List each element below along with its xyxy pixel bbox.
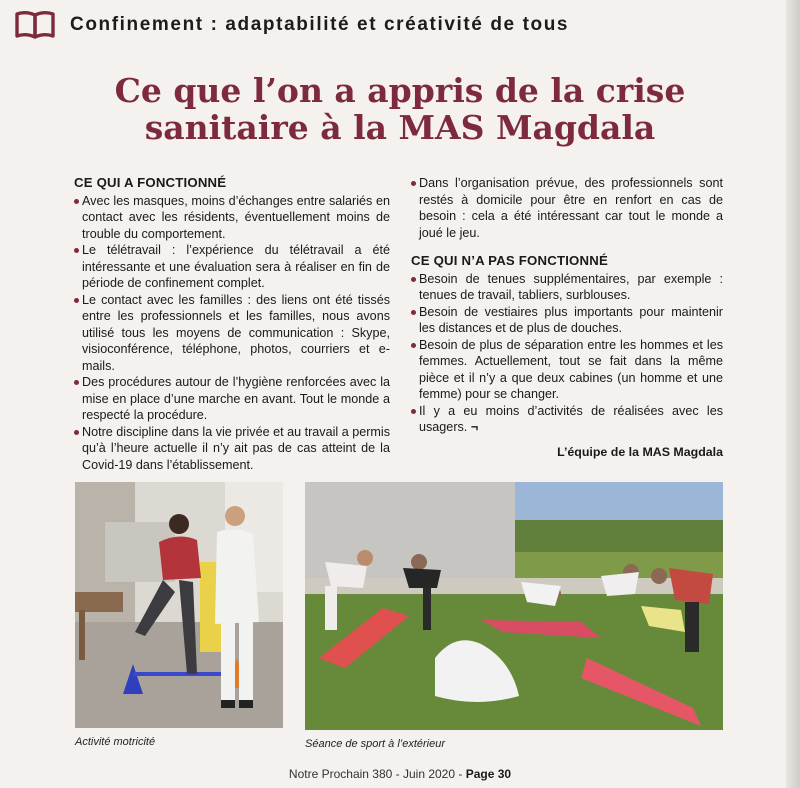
- list-item: Le télétravail : l’expérience du télétravail a été intéressante et une évaluation sera à réaliser en fin de période de confinement complet.: [74, 242, 390, 292]
- list-item: Avec les masques, moins d’échanges entre salariés en contact avec les résidents, éventuellement moins de trouble du comportement.: [74, 193, 390, 243]
- column-right: [411, 175, 723, 460]
- photo-caption: Séance de sport à l’extérieur: [305, 738, 446, 750]
- photo-caption: Activité motricité: [75, 736, 156, 748]
- list-item: Besoin de vestiaires plus importants pour maintenir les distances et de plus de douches.: [411, 304, 723, 337]
- list-item: Des procédures autour de l’hygiène renforcées avec la mise en place d’une marche en avant. Tout le monde a respecté la procédure.: [74, 374, 390, 424]
- worked-list: [74, 193, 390, 474]
- article-title-line-1: Ce que l’on a appris de la crise: [114, 71, 686, 110]
- worked-list-continued: [411, 175, 723, 241]
- publication-info: Notre Prochain 380 - Juin 2020 -: [288, 767, 466, 781]
- column-left: [74, 175, 390, 473]
- list-item: Dans l’organisation prévue, des professionnels sont restés à domicile pour être en renfort en cas de besoin : cela a été intéressant car tout le monde a joué le jeu.: [411, 175, 723, 241]
- not-worked-heading: CE QUI N’A PAS FONCTIONNÉ: [411, 253, 608, 268]
- page-footer: [0, 767, 800, 781]
- list-item: Besoin de plus de séparation entre les hommes et les femmes. Actuellement, tout se fait dans la même pièce et il n’y a que deux cabines (un homme et une femme) pour se changer.: [411, 337, 723, 403]
- not-worked-list: [411, 271, 723, 436]
- article-title: [60, 72, 740, 146]
- photo-outdoor-sport: [305, 482, 723, 730]
- list-item-text: Il y a eu moins d’activités de réalisées avec les usagers.: [419, 403, 723, 434]
- signature: L’équipe de la MAS Magdala: [557, 444, 723, 459]
- open-book-icon: [14, 10, 56, 40]
- list-item: Le contact avec les familles : des liens ont été tissés entre les professionnels et les familles, nous avons utilisé tous les moyens de communication : Skype, visioconférence, téléphone, photos, courriers et e-mails.: [74, 292, 390, 375]
- page-edge: [786, 0, 800, 788]
- photo-motricity-activity: [75, 482, 283, 728]
- page-number: Page 30: [465, 767, 512, 781]
- worked-heading: CE QUI A FONCTIONNÉ: [74, 175, 227, 190]
- list-item: Besoin de tenues supplémentaires, par exemple : tenues de travail, tabliers, surblouses.: [411, 271, 723, 304]
- article-title-line-2: sanitaire à la MAS Magdala: [144, 108, 656, 147]
- list-item: Notre discipline dans la vie privée et au travail a permis qu’à l’heure actuelle il n’y ait pas de cas atteint de la Covid-19 dans l’établissement.: [74, 424, 390, 474]
- end-of-article-mark: ¬: [470, 420, 479, 434]
- section-header: [14, 8, 569, 42]
- list-item: [411, 403, 723, 436]
- section-title: Confinement : adaptabilité et créativité de tous: [70, 14, 570, 35]
